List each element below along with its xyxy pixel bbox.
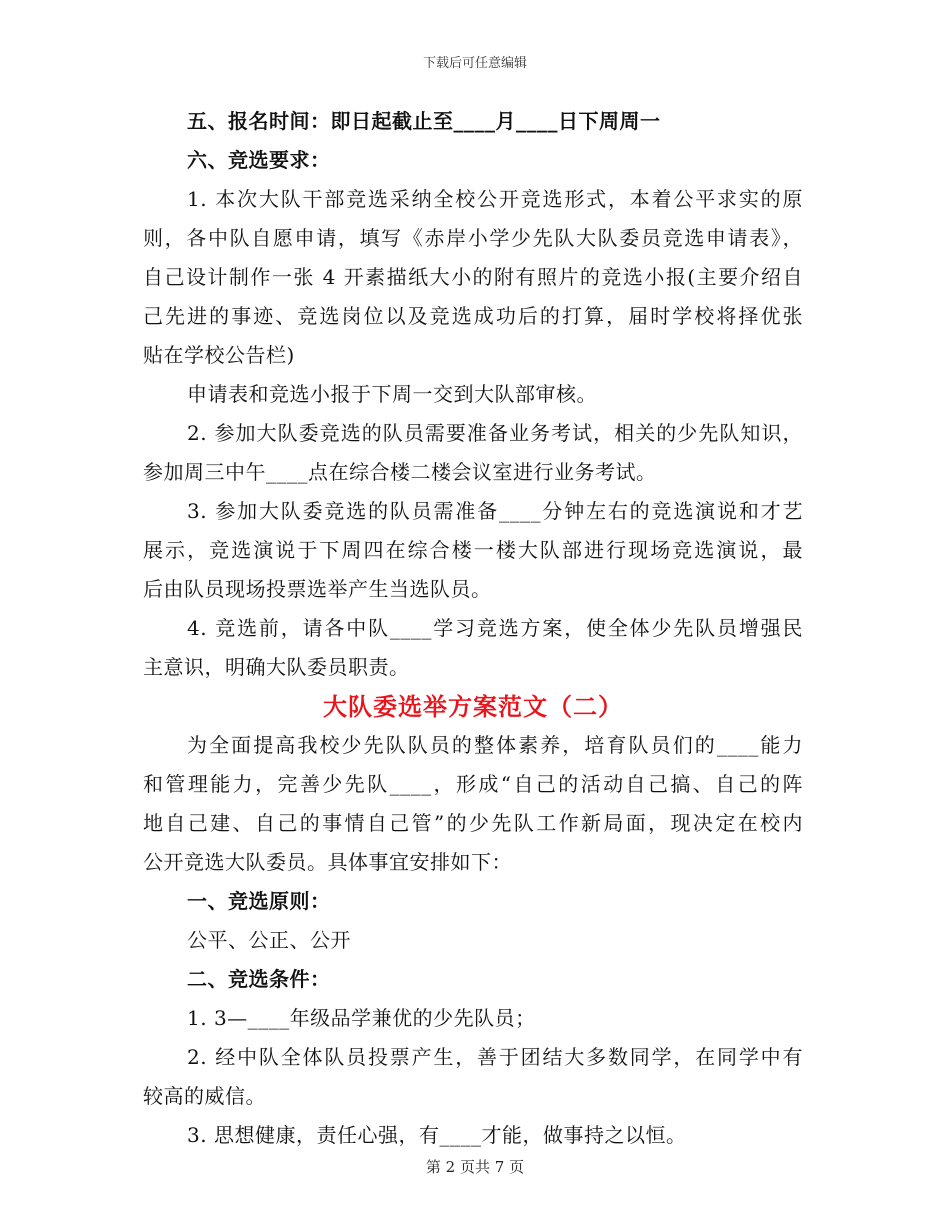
text-line: 2. 经中队全体队员投票产生，善于团结大多数同学，在同学中有 <box>187 1045 803 1069</box>
section-heading: 二、竞选条件： <box>187 967 331 991</box>
text-line: 和管理能力，完善少先队____，形成“自己的活动自己搞、自己的阵 <box>143 772 803 796</box>
text-line: 展示，竞选演说于下周四在综合楼一楼大队部进行现场竞选演说，最 <box>143 538 803 562</box>
text-line: 贴在学校公告栏) <box>143 343 295 367</box>
text-line: 为全面提高我校少先队队员的整体素养，培育队员们的____能力 <box>187 733 803 757</box>
page-header: 下载后可任意编辑 <box>422 56 527 71</box>
text-line: 后由队员现场投票选举产生当选队员。 <box>143 577 492 601</box>
page-footer: 第 2 页共 7 页 <box>425 1158 525 1176</box>
section-heading: 六、竞选要求： <box>187 148 331 172</box>
document-body <box>143 102 803 1155</box>
text-line: 4. 竞选前，请各中队____学习竞选方案，使全体少先队员增强民 <box>187 616 803 640</box>
section-heading: 一、竞选原则： <box>187 889 331 913</box>
text-line: 主意识，明确大队委员职责。 <box>143 655 410 679</box>
text-line: 3. 思想健康，责任心强，有____才能，做事持之以恒。 <box>187 1123 687 1147</box>
section-heading: 五、报名时间：即日起截止至____月____日下周周一 <box>187 109 661 133</box>
text-line: 较高的威信。 <box>143 1084 266 1108</box>
text-line: 自己设计制作一张 4 开素描纸大小的附有照片的竞选小报(主要介绍自 <box>143 265 803 289</box>
text-line: 公开竞选大队委员。具体事宜安排如下： <box>143 850 512 874</box>
text-line: 1. 3—____年级品学兼优的少先队员； <box>187 1006 536 1030</box>
text-line: 3. 参加大队委竞选的队员需准备____分钟左右的竞选演说和才艺 <box>187 499 803 523</box>
text-line: 申请表和竞选小报于下周一交到大队部审核。 <box>187 382 597 406</box>
text-line: 参加周三中午____点在综合楼二楼会议室进行业务考试。 <box>143 460 657 484</box>
text-line: 则，各中队自愿申请，填写《赤岸小学少先队大队委员竞选申请表》， <box>143 226 803 250</box>
text-line: 公平、公正、公开 <box>187 928 351 952</box>
text-line: 己先进的事迹、竞选岗位以及竞选成功后的打算，届时学校将择优张 <box>143 304 803 328</box>
text-line: 2. 参加大队委竞选的队员需要准备业务考试，相关的少先队知识， <box>187 421 803 445</box>
text-line: 1. 本次大队干部竞选采纳全校公开竞选形式，本着公平求实的原 <box>187 187 803 211</box>
text-line: 地自己建、自己的事情自己管”的少先队工作新局面，现决定在校内 <box>143 811 803 835</box>
section-title: 大队委选举方案范文（二） <box>323 692 623 721</box>
